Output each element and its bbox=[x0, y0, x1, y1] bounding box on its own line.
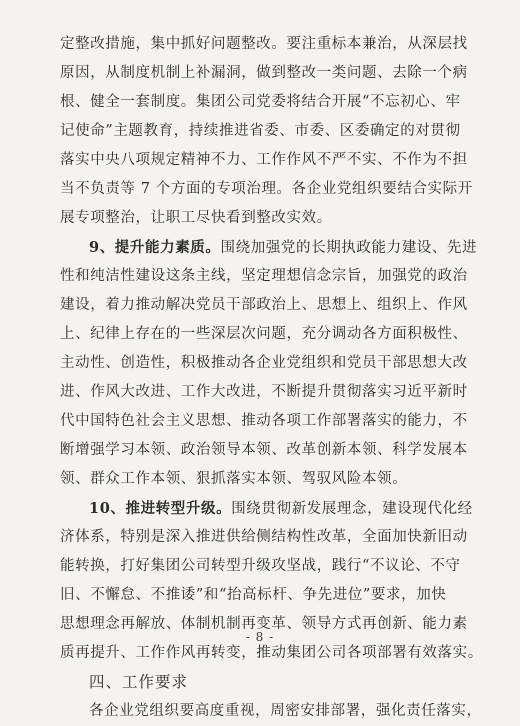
item-9-first-line bbox=[60, 233, 480, 262]
item-10-first-line-text: 围绕贯彻新发展理念，建设现代化经 bbox=[231, 501, 473, 517]
paragraph-line: 当不负责等 7 个方面的专项治理。各企业党组织要结合实际开 bbox=[60, 181, 473, 197]
paragraph-line: 领、群众工作本领、狠抓落实本领、驾驭风险本领。 bbox=[60, 471, 408, 487]
paragraph-line: 各企业党组织要高度重视，周密安排部署，强化责任落实， bbox=[89, 703, 482, 719]
item-10-heading: 10、推进转型升级。 bbox=[89, 500, 232, 517]
paragraph-line: 思想理念再解放、体制机制再变革、领导方式再创新、能力素 bbox=[60, 616, 468, 632]
paragraph-line: 质再提升、工作作风再转变，推动集团公司各项部署有效落实。 bbox=[60, 645, 483, 661]
page-number: - 8 - bbox=[245, 630, 275, 644]
paragraph-line: 进、作风大改进、工作大改进，不断提升贯彻落实习近平新时 bbox=[60, 384, 468, 400]
paragraph-line: 断增强学习本领、政治领导本领、改革创新本领、科学发展本 bbox=[60, 442, 468, 458]
paragraph-line: 建设，着力推动解决党员干部政治上、思想上、组织上、作风 bbox=[60, 297, 468, 313]
paragraph-line: 落实中央八项规定精神不力、工作作风不严不实、不作为不担 bbox=[60, 152, 468, 168]
paragraph-line: 济体系，特别是深入推进供给侧结构性改革，全面加快新旧动 bbox=[60, 529, 468, 545]
item-9-heading: 9、提升能力素质。 bbox=[89, 239, 221, 256]
paragraph-line: 定整改措施，集中抓好问题整改。要注重标本兼治，从深层找 bbox=[60, 36, 468, 52]
paragraph-line: 记使命”主题教育，持续推进省委、市委、区委确定的对贯彻 bbox=[60, 123, 461, 139]
paragraph-line: 性和纯洁性建设这条主线，坚定理想信念宗旨，加强党的政治 bbox=[60, 268, 468, 284]
paragraph-line: 上、纪律上存在的一些深层次问题，充分调动各方面积极性、 bbox=[60, 326, 468, 342]
paragraph-line: 主动性、创造性，积极推动各企业党组织和党员干部思想大改 bbox=[60, 355, 468, 371]
item-9-first-line-text: 围绕加强党的长期执政能力建设、先进 bbox=[220, 240, 478, 256]
paragraph-line: 展专项整治，让职工尽快看到整改实效。 bbox=[60, 210, 332, 226]
paragraph-line: 旧、不懈怠、不推诿”和“抬高标杆、争先进位”要求，加快 bbox=[60, 587, 447, 603]
document-body bbox=[60, 30, 483, 726]
paragraph-line: 原因，从制度机制上补漏洞，做到整改一类问题、去除一个病 bbox=[60, 65, 468, 81]
item-10-first-line bbox=[60, 494, 480, 523]
paragraph-line: 能转换，打好集团公司转型升级攻坚战，践行“不议论、不守 bbox=[60, 558, 461, 574]
paragraph-line: 代中国特色社会主义思想、推动各项工作部署落实的能力，不 bbox=[60, 413, 468, 429]
section-heading: 四、工作要求 bbox=[89, 673, 189, 691]
paragraph-line: 根、健全一套制度。集团公司党委将结合开展“不忘初心、牢 bbox=[60, 94, 461, 110]
